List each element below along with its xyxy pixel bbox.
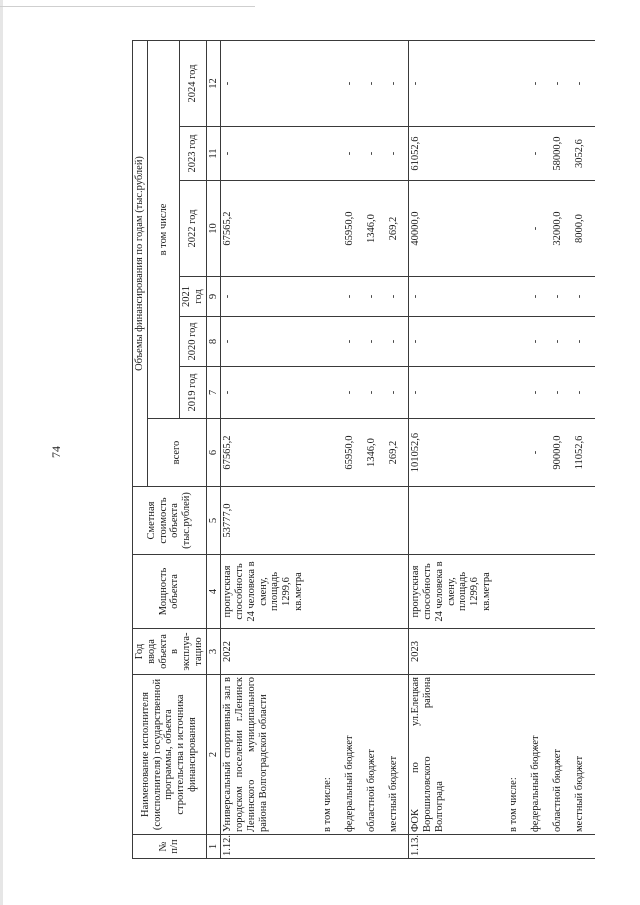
- funding-2020: -: [409, 317, 507, 367]
- table-row: [365, 40, 387, 858]
- table-row: [507, 40, 529, 858]
- header-year-2022: 2022 год: [180, 181, 207, 277]
- source-total: -: [529, 419, 551, 487]
- funding-2021: -: [221, 277, 321, 317]
- source-2021: -: [387, 277, 409, 317]
- source-2021: -: [529, 277, 551, 317]
- header-year-2019: 2019 год: [180, 367, 207, 419]
- table-row: [343, 40, 365, 858]
- including-label: в том числе:: [321, 675, 343, 835]
- header-row-1: [133, 40, 148, 858]
- table-row: [221, 40, 321, 858]
- page-number: 74: [49, 446, 63, 458]
- funding-2019: -: [221, 367, 321, 419]
- source-total: 90000,0: [551, 419, 573, 487]
- source-2019: -: [573, 367, 595, 419]
- source-2023: -: [387, 127, 409, 181]
- source-2024: -: [365, 40, 387, 126]
- header-name: Наименование исполнителя (соисполнителя) государственной программы, объекта строительства и источника финансирования: [133, 675, 207, 835]
- source-name: федеральный бюджет: [343, 675, 365, 835]
- source-total: 11052,6: [573, 419, 595, 487]
- scan-artifact-line: [0, 6, 255, 7]
- source-2023: -: [529, 127, 551, 181]
- source-total: 1346,0: [365, 419, 387, 487]
- source-2019: -: [343, 367, 365, 419]
- source-2024: -: [387, 40, 409, 126]
- source-name: областной бюджет: [551, 675, 573, 835]
- column-number: 11: [206, 127, 221, 181]
- source-2021: -: [365, 277, 387, 317]
- source-2024: -: [529, 40, 551, 126]
- column-number: 8: [206, 317, 221, 367]
- table-row: [573, 40, 595, 858]
- scan-edge: [0, 0, 3, 905]
- source-2020: -: [387, 317, 409, 367]
- source-2023: 3052,6: [573, 127, 595, 181]
- funding-2022: 40000,0: [409, 181, 507, 277]
- source-2024: -: [343, 40, 365, 126]
- source-2023: -: [365, 127, 387, 181]
- table-row: [529, 40, 551, 858]
- header-cost: Сметная стоимость объекта (тыс.рублей): [133, 487, 207, 555]
- commission-year: 2023: [409, 629, 507, 675]
- source-2022: 65950,0: [343, 181, 365, 277]
- source-2021: -: [551, 277, 573, 317]
- funding-2024: -: [409, 40, 507, 126]
- row-no: 1.12.: [221, 835, 321, 859]
- object-name: Универсальный спортивный зал в городском поселении г.Ленинск Ленинского муниципального района Волгоградской области: [221, 675, 321, 835]
- column-number: 12: [206, 40, 221, 126]
- source-2021: -: [573, 277, 595, 317]
- source-2019: -: [551, 367, 573, 419]
- header-incl: в том числе: [147, 40, 179, 418]
- funding-2022: 67565,2: [221, 181, 321, 277]
- funding-2023: -: [221, 127, 321, 181]
- column-number: 7: [206, 367, 221, 419]
- header-year: Год ввода объекта в эксплуа-тацию: [133, 629, 207, 675]
- column-number: 4: [206, 555, 221, 629]
- header-total: всего: [147, 419, 206, 487]
- table-row: [551, 40, 573, 858]
- column-number: 2: [206, 675, 221, 835]
- header-year-2020: 2020 год: [180, 317, 207, 367]
- source-2023: -: [343, 127, 365, 181]
- column-number: 10: [206, 181, 221, 277]
- column-number: 3: [206, 629, 221, 675]
- source-name: местный бюджет: [573, 675, 595, 835]
- header-funding: Объемы финансирования по годам (тыс.рублей): [133, 40, 148, 486]
- header-year-2023: 2023 год: [180, 127, 207, 181]
- header-no: № п/п: [133, 835, 207, 859]
- column-number: 9: [206, 277, 221, 317]
- object-capacity: пропускная способность 24 человека в смену, площадь 1299,6 кв.метра: [409, 555, 507, 629]
- source-2019: -: [387, 367, 409, 419]
- funding-2019: -: [409, 367, 507, 419]
- funding-total: 67565,2: [221, 419, 321, 487]
- source-total: 269,2: [387, 419, 409, 487]
- source-2024: -: [551, 40, 573, 126]
- column-number: 6: [206, 419, 221, 487]
- source-2023: 58000,0: [551, 127, 573, 181]
- source-2022: 32000,0: [551, 181, 573, 277]
- source-2020: -: [551, 317, 573, 367]
- funding-2024: -: [221, 40, 321, 126]
- including-label: в том числе:: [507, 675, 529, 835]
- source-2022: 1346,0: [365, 181, 387, 277]
- source-total: 65950,0: [343, 419, 365, 487]
- column-number: 5: [206, 487, 221, 555]
- source-2020: -: [365, 317, 387, 367]
- table-row: [321, 40, 343, 858]
- source-name: областной бюджет: [365, 675, 387, 835]
- source-2019: -: [365, 367, 387, 419]
- source-2020: -: [573, 317, 595, 367]
- source-2020: -: [343, 317, 365, 367]
- table-row: [409, 40, 507, 858]
- source-2022: 269,2: [387, 181, 409, 277]
- source-name: федеральный бюджет: [529, 675, 551, 835]
- column-number-row: [206, 40, 221, 858]
- funding-2023: 61052,6: [409, 127, 507, 181]
- header-capacity: Мощность объекта: [133, 555, 207, 629]
- source-name: местный бюджет: [387, 675, 409, 835]
- funding-total: 101052,6: [409, 419, 507, 487]
- row-no: 1.13.: [409, 835, 507, 859]
- object-capacity: пропускная способность 24 человека в смену, площадь 1299,6 кв.метра: [221, 555, 321, 629]
- source-2020: -: [529, 317, 551, 367]
- source-2024: -: [573, 40, 595, 126]
- header-year-2024: 2024 год: [180, 40, 207, 126]
- commission-year: 2022: [221, 629, 321, 675]
- object-cost: [409, 487, 507, 555]
- column-number: 1: [206, 835, 221, 859]
- object-name: ФОК по ул.Елецкая Ворошиловского района Волгограда: [409, 675, 507, 835]
- table-row: [387, 40, 409, 858]
- source-2022: -: [529, 181, 551, 277]
- source-2021: -: [343, 277, 365, 317]
- funding-table: [132, 40, 595, 859]
- source-2022: 8000,0: [573, 181, 595, 277]
- header-year-2021: 2021 год: [180, 277, 207, 317]
- object-cost: 53777,0: [221, 487, 321, 555]
- funding-2020: -: [221, 317, 321, 367]
- funding-2021: -: [409, 277, 507, 317]
- source-2019: -: [529, 367, 551, 419]
- rotated-sheet: [132, 41, 620, 859]
